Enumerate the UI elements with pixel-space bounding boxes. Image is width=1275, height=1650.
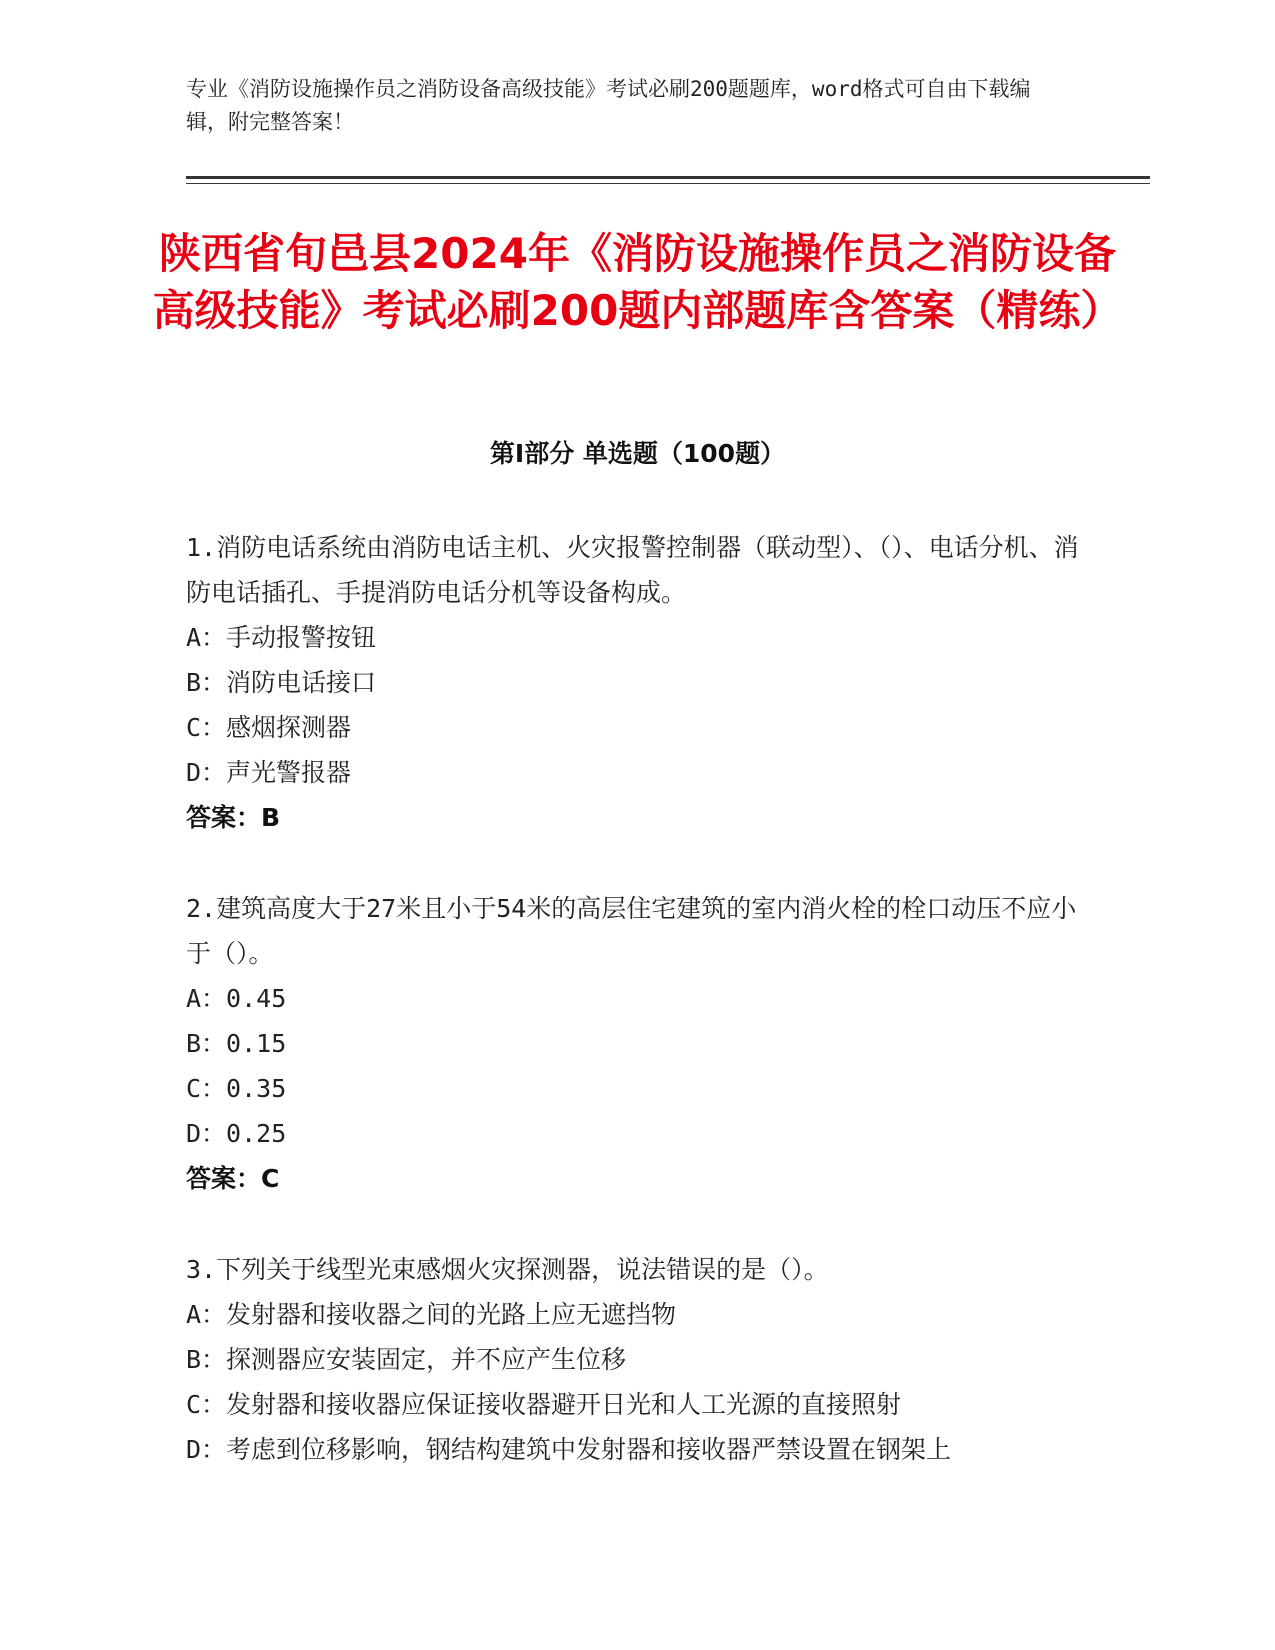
option-a: A：手动报警按钮 [186, 623, 377, 652]
question-list [186, 525, 1086, 1518]
option-c: C：发射器和接收器应保证接收器避开日光和人工光源的直接照射 [186, 1390, 902, 1419]
question-stem: 1.消防电话系统由消防电话主机、火灾报警控制器（联动型）、（）、电话分机、消防电话插孔、手提消防电话分机等设备构成。 [186, 533, 1079, 607]
header-divider [186, 176, 1150, 179]
question-1 [186, 525, 1086, 840]
answer: 答案：C [186, 1164, 280, 1193]
option-d: D：声光警报器 [186, 758, 352, 787]
header-divider-thin [186, 183, 1150, 184]
answer: 答案：B [186, 803, 281, 832]
option-c: C：感烟探测器 [186, 713, 352, 742]
option-c: C：0.35 [186, 1074, 287, 1103]
header-note: 专业《消防设施操作员之消防设备高级技能》考试必刷200题题库，word格式可自由下载编辑，附完整答案！ [186, 77, 1031, 134]
question-2 [186, 886, 1086, 1201]
option-a: A：0.45 [186, 984, 287, 1013]
option-b: B：探测器应安装固定，并不应产生位移 [186, 1345, 627, 1374]
option-d: D：考虑到位移影响，钢结构建筑中发射器和接收器严禁设置在钢架上 [186, 1435, 952, 1464]
option-b: B：消防电话接口 [186, 668, 377, 697]
option-d: D：0.25 [186, 1119, 287, 1148]
question-stem: 3.下列关于线型光束感烟火灾探测器，说法错误的是（）。 [186, 1255, 829, 1284]
question-stem: 2.建筑高度大于27米且小于54米的高层住宅建筑的室内消火栓的栓口动压不应小于（）。 [186, 894, 1077, 968]
question-3 [186, 1247, 1086, 1472]
option-a: A：发射器和接收器之间的光路上应无遮挡物 [186, 1300, 677, 1329]
option-b: B：0.15 [186, 1029, 287, 1058]
section-title: 第Ⅰ部分 单选题（100题） [489, 439, 786, 468]
document-title: 陕西省旬邑县2024年《消防设施操作员之消防设备高级技能》考试必刷200题内部题库含答案（精练） [152, 229, 1123, 335]
